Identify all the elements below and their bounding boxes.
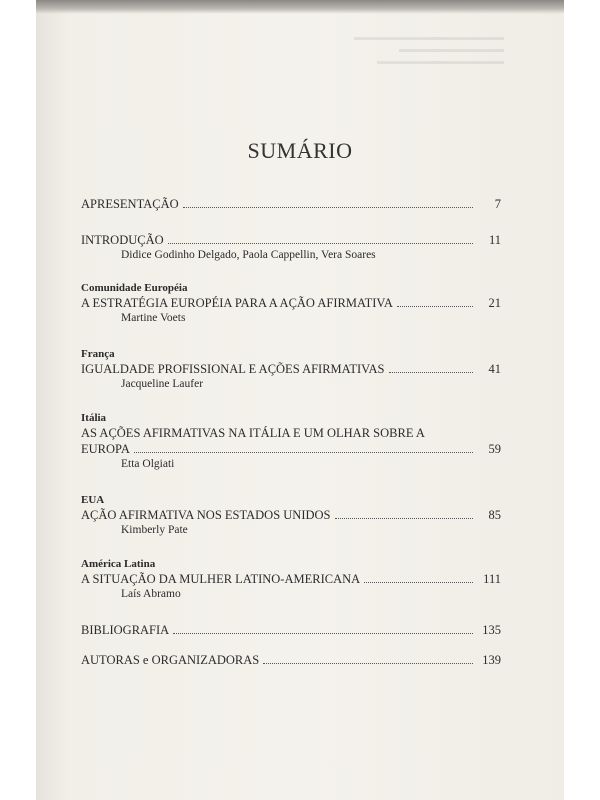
toc-author: Kimberly Pate bbox=[121, 524, 188, 536]
toc-entry-title: EUROPA bbox=[81, 442, 130, 456]
toc-page-number: 85 bbox=[488, 508, 501, 522]
dot-leader bbox=[263, 663, 473, 664]
bleed-through-text bbox=[354, 28, 504, 88]
dot-leader bbox=[134, 452, 473, 453]
toc-section-label: América Latina bbox=[81, 558, 156, 570]
toc-section-label: Comunidade Européia bbox=[81, 282, 188, 294]
toc-entry-title: IGUALDADE PROFISSIONAL E AÇÕES AFIRMATIVAS bbox=[81, 362, 385, 376]
toc-page-number: 11 bbox=[488, 233, 501, 247]
page-top-edge bbox=[36, 0, 564, 14]
toc-author: Etta Olgiati bbox=[121, 458, 175, 470]
toc-entry-title: INTRODUÇÃO bbox=[81, 233, 164, 247]
dot-leader bbox=[168, 243, 473, 244]
toc-page-number: 59 bbox=[488, 442, 501, 456]
toc-page-number: 111 bbox=[483, 572, 501, 586]
toc-page-number: 135 bbox=[482, 623, 501, 637]
toc-entry-italia bbox=[81, 412, 501, 472]
toc-entry-apresentacao bbox=[81, 196, 501, 212]
dot-leader bbox=[335, 518, 474, 519]
toc-author: Martine Voets bbox=[121, 312, 186, 324]
toc-page-number: 7 bbox=[494, 197, 501, 211]
dot-leader bbox=[397, 306, 473, 307]
toc-entry-title-line1: AS AÇÕES AFIRMATIVAS NA ITÁLIA E UM OLHAR SOBRE A bbox=[81, 426, 425, 440]
toc-author: Didice Godinho Delgado, Paola Cappellin, Vera Soares bbox=[121, 249, 376, 261]
toc-author: Jacqueline Laufer bbox=[121, 378, 204, 390]
toc-entry-comunidade-europeia bbox=[81, 282, 501, 326]
dot-leader bbox=[389, 372, 473, 373]
toc-section-label: EUA bbox=[81, 494, 105, 506]
toc-entry-introducao bbox=[81, 232, 501, 263]
toc-entry-title: APRESENTAÇÃO bbox=[81, 197, 179, 211]
toc-page-number: 21 bbox=[488, 296, 501, 310]
book-page bbox=[36, 0, 564, 800]
toc-section-label: França bbox=[81, 348, 115, 360]
toc-entry-autoras bbox=[81, 652, 501, 668]
toc-entry-title: BIBLIOGRAFIA bbox=[81, 623, 170, 637]
toc-author: Laís Abramo bbox=[121, 588, 181, 600]
toc-entry-title: A ESTRATÉGIA EUROPÉIA PARA A AÇÃO AFIRMATIVA bbox=[81, 296, 393, 310]
toc-entry-title: AUTORAS e ORGANIZADORAS bbox=[81, 653, 260, 667]
dot-leader bbox=[183, 207, 473, 208]
toc-entry-title: A SITUAÇÃO DA MULHER LATINO-AMERICANA bbox=[81, 572, 361, 586]
toc-page-number: 139 bbox=[482, 653, 501, 667]
dot-leader bbox=[173, 633, 473, 634]
dot-leader bbox=[364, 582, 473, 583]
toc-entry-title: AÇÃO AFIRMATIVA NOS ESTADOS UNIDOS bbox=[81, 508, 331, 522]
toc-page-number: 41 bbox=[488, 362, 501, 376]
toc-entry-franca bbox=[81, 348, 501, 392]
toc-section-label: Itália bbox=[81, 412, 107, 424]
toc-entry-bibliografia bbox=[81, 622, 501, 638]
page-title: SUMÁRIO bbox=[247, 138, 353, 163]
toc-entry-america-latina bbox=[81, 558, 501, 602]
toc-entry-eua bbox=[81, 494, 501, 538]
